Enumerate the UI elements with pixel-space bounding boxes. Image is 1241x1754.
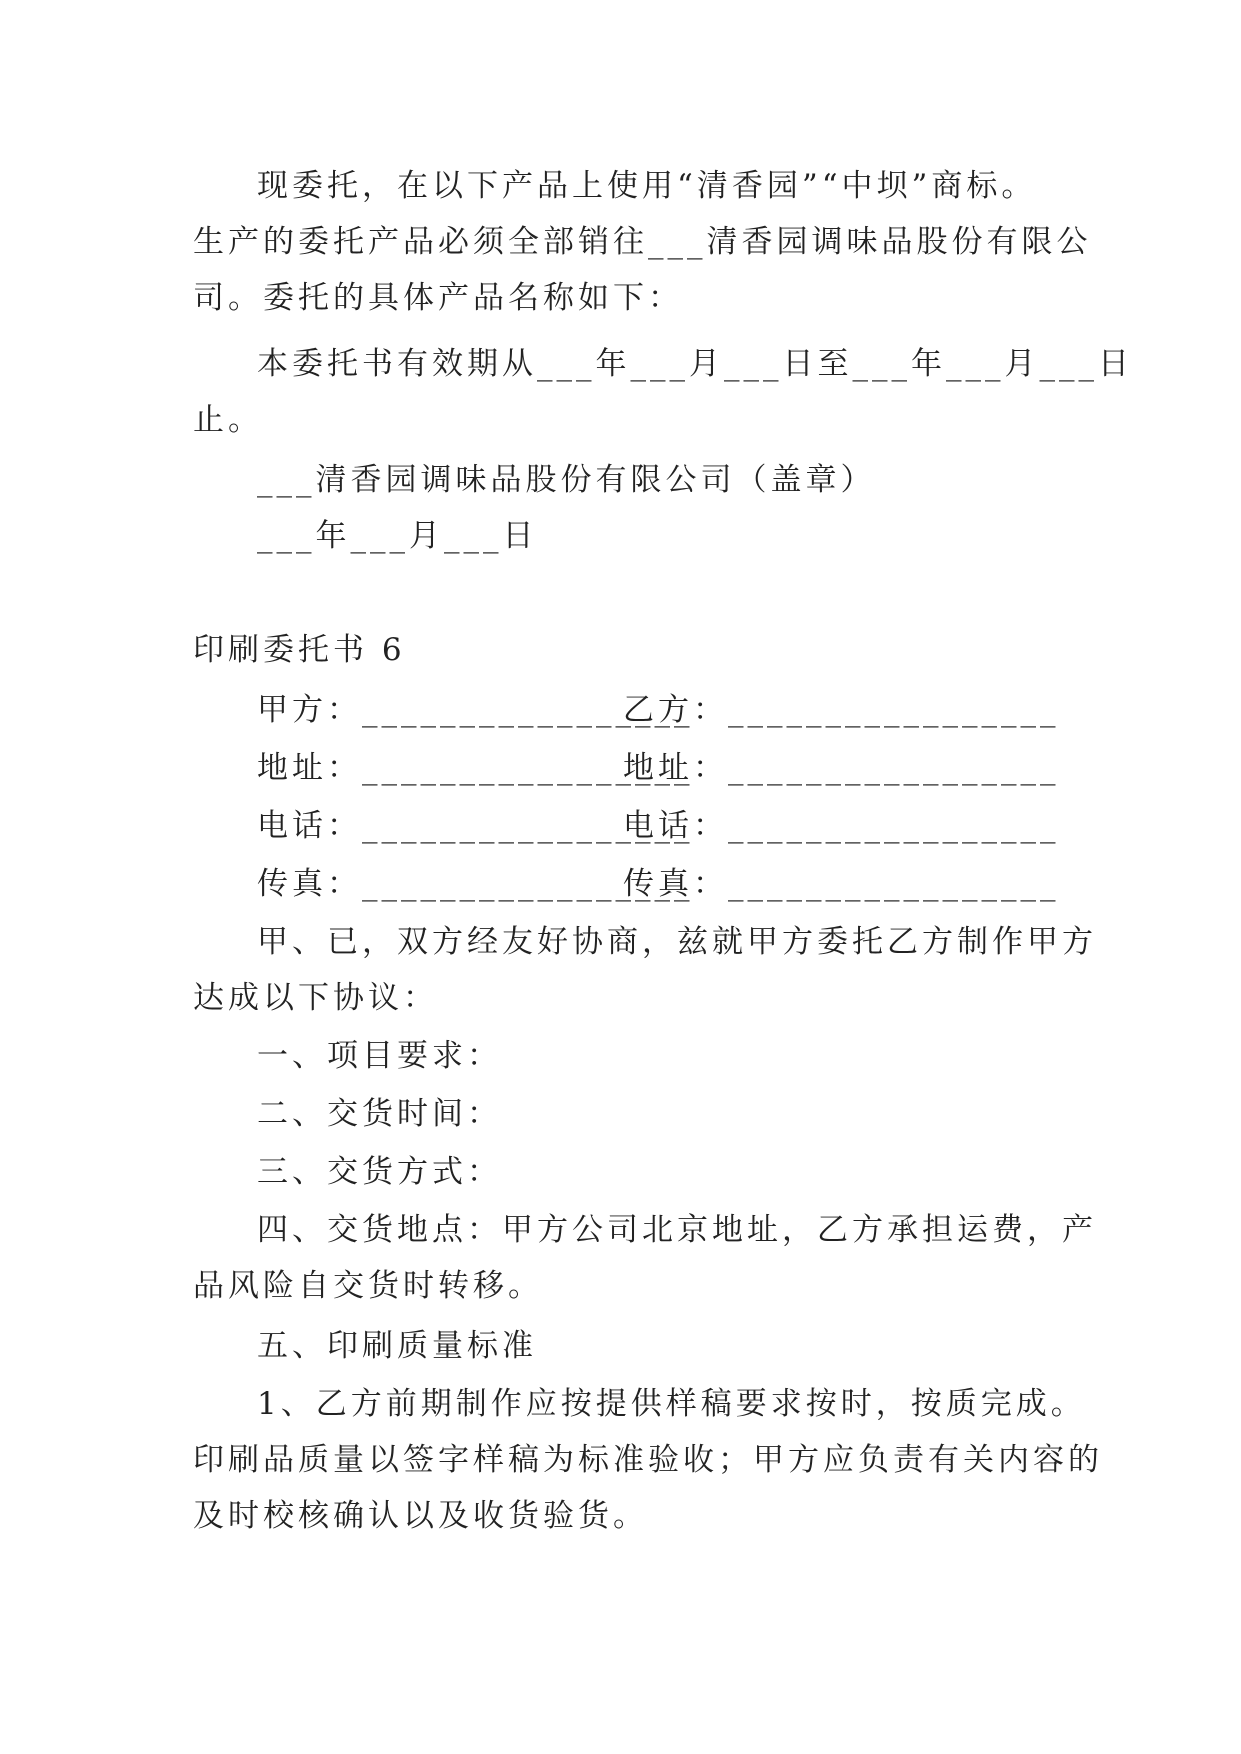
item-project-requirements: 一、项目要求：: [257, 1038, 502, 1074]
party-a-phone: 电话：_________________: [257, 808, 694, 844]
agreement-intro-line-2: 达成以下协议：: [193, 980, 438, 1016]
validity-line-1: 本委托书有效期从___年___月___日至___年___月___日: [257, 346, 1133, 382]
party-a-fax: 传真：_________________: [257, 866, 694, 902]
item-delivery-method: 三、交货方式：: [257, 1154, 502, 1190]
clause-1-line-3: 及时校核确认以及收货验货。: [193, 1498, 648, 1534]
validity-line-2: 止。: [193, 402, 263, 438]
item-delivery-location-line-1: 四、交货地点：甲方公司北京地址，乙方承担运费，产: [257, 1212, 1097, 1248]
item-delivery-time: 二、交货时间：: [257, 1096, 502, 1132]
party-b-fax: 传真：_________________: [623, 866, 1060, 902]
agreement-intro-line-1: 甲、已，双方经友好协商，兹就甲方委托乙方制作甲方: [257, 924, 1097, 960]
clause-1-line-1: 1、乙方前期制作应按提供样稿要求按时，按质完成。: [257, 1386, 1086, 1422]
item-delivery-location-line-2: 品风险自交货时转移。: [193, 1268, 543, 1304]
date-line: ___年___月___日: [257, 518, 538, 554]
seal-line: ___清香园调味品股份有限公司（盖章）: [257, 462, 876, 498]
party-b-phone: 电话：_________________: [623, 808, 1060, 844]
party-b-address: 地址：_________________: [623, 750, 1060, 786]
section-title: 印刷委托书 6: [193, 632, 406, 668]
item-print-quality-standard: 五、印刷质量标准: [257, 1328, 537, 1364]
clause-1-line-2: 印刷品质量以签字样稿为标准验收；甲方应负责有关内容的: [193, 1442, 1103, 1478]
party-b-name: 乙方：_________________: [623, 692, 1060, 728]
paragraph-1-line-2: 生产的委托产品必须全部销往___清香园调味品股份有限公: [193, 224, 1092, 260]
paragraph-1-line-1: 现委托，在以下产品上使用“清香园”“中坝”商标。: [257, 168, 1037, 204]
paragraph-1-line-3: 司。委托的具体产品名称如下：: [193, 280, 683, 316]
party-a-address: 地址：_________________: [257, 750, 694, 786]
party-a-name: 甲方：_________________: [257, 692, 694, 728]
